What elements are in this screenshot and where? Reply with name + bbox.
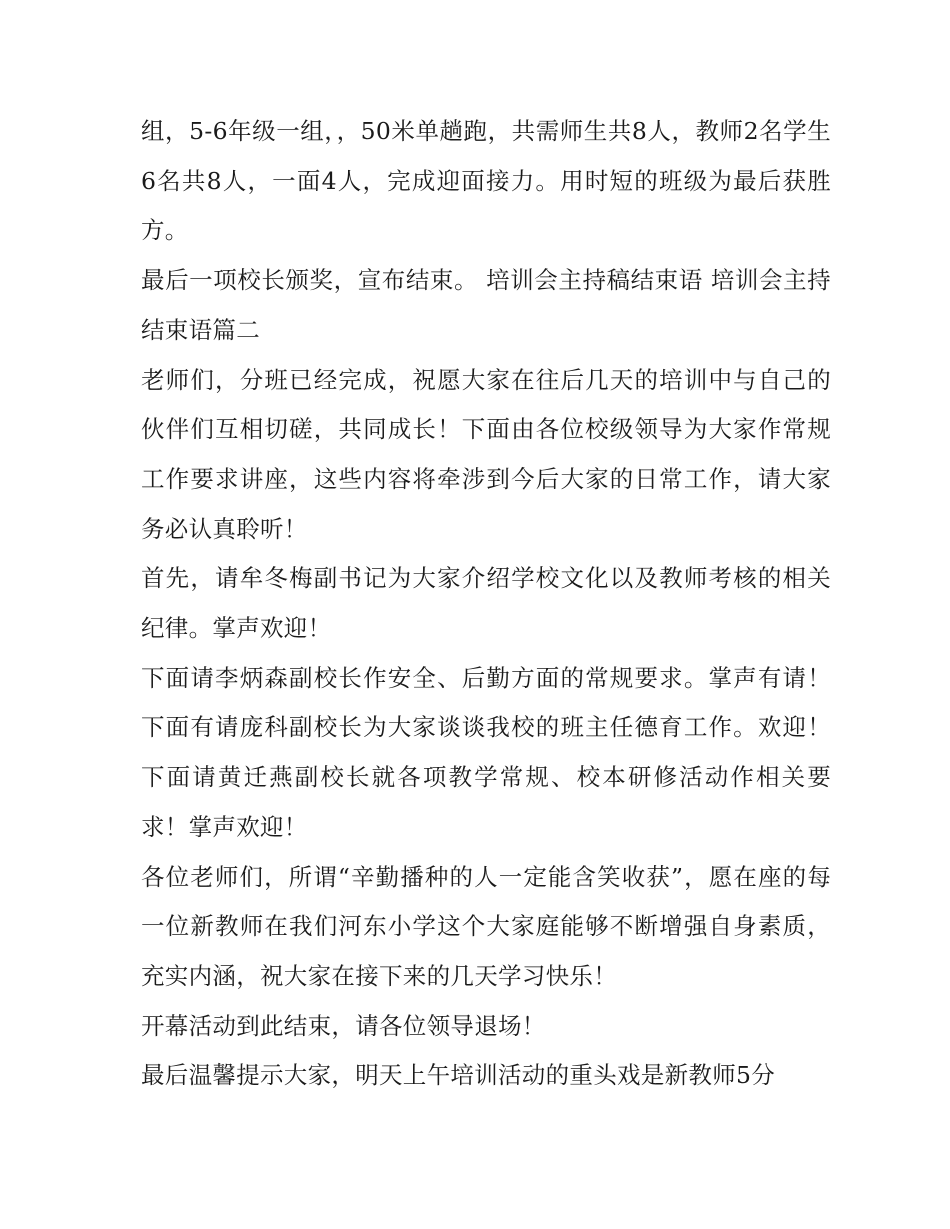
paragraph-relay-rules: 组，5-6年级一组，，50米单趟跑，共需师生共8人，教师2名学生6名共8人，一面4人，完成迎面接力。用时短的班级为最后获胜方。	[141, 117, 831, 245]
paragraph-vice-principals: 下面请李炳森副校长作安全、后勤方面的常规要求。掌声有请！下面有请庞科副校长为大家谈谈我校的班主任德育工作。欢迎！下面请黄迁燕副校长就各项教学常规、校本研修活动作相关要求！掌声欢迎！	[141, 663, 831, 841]
paragraph-wishes: 各位老师们，所谓“辛勤播种的人一定能含笑收获”，愿在座的每一位新教师在我们河东小学这个大家庭能够不断增强自身素质，充实内涵，祝大家在接下来的几天学习快乐！	[141, 862, 831, 990]
paragraph-award-and-heading: 最后一项校长颁奖，宣布结束。 培训会主持稿结束语 培训会主持结束语篇二	[141, 266, 831, 344]
paragraph-first-speaker: 首先，请牟冬梅副书记为大家介绍学校文化以及教师考核的相关纪律。掌声欢迎！	[141, 564, 831, 643]
paragraph-class-division: 老师们，分班已经完成，祝愿大家在往后几天的培训中与自己的伙伴们互相切磋，共同成长！下面由各位校级领导为大家作常规工作要求讲座，这些内容将牵涉到今后大家的日常工作，请大家务必认真聆听！	[141, 365, 831, 543]
document-body	[141, 107, 831, 1101]
paragraph-reminder: 最后温馨提示大家，明天上午培训活动的重头戏是新教师5分	[141, 1061, 776, 1090]
paragraph-closing: 开幕活动到此结束，请各位领导退场！	[141, 1011, 546, 1040]
